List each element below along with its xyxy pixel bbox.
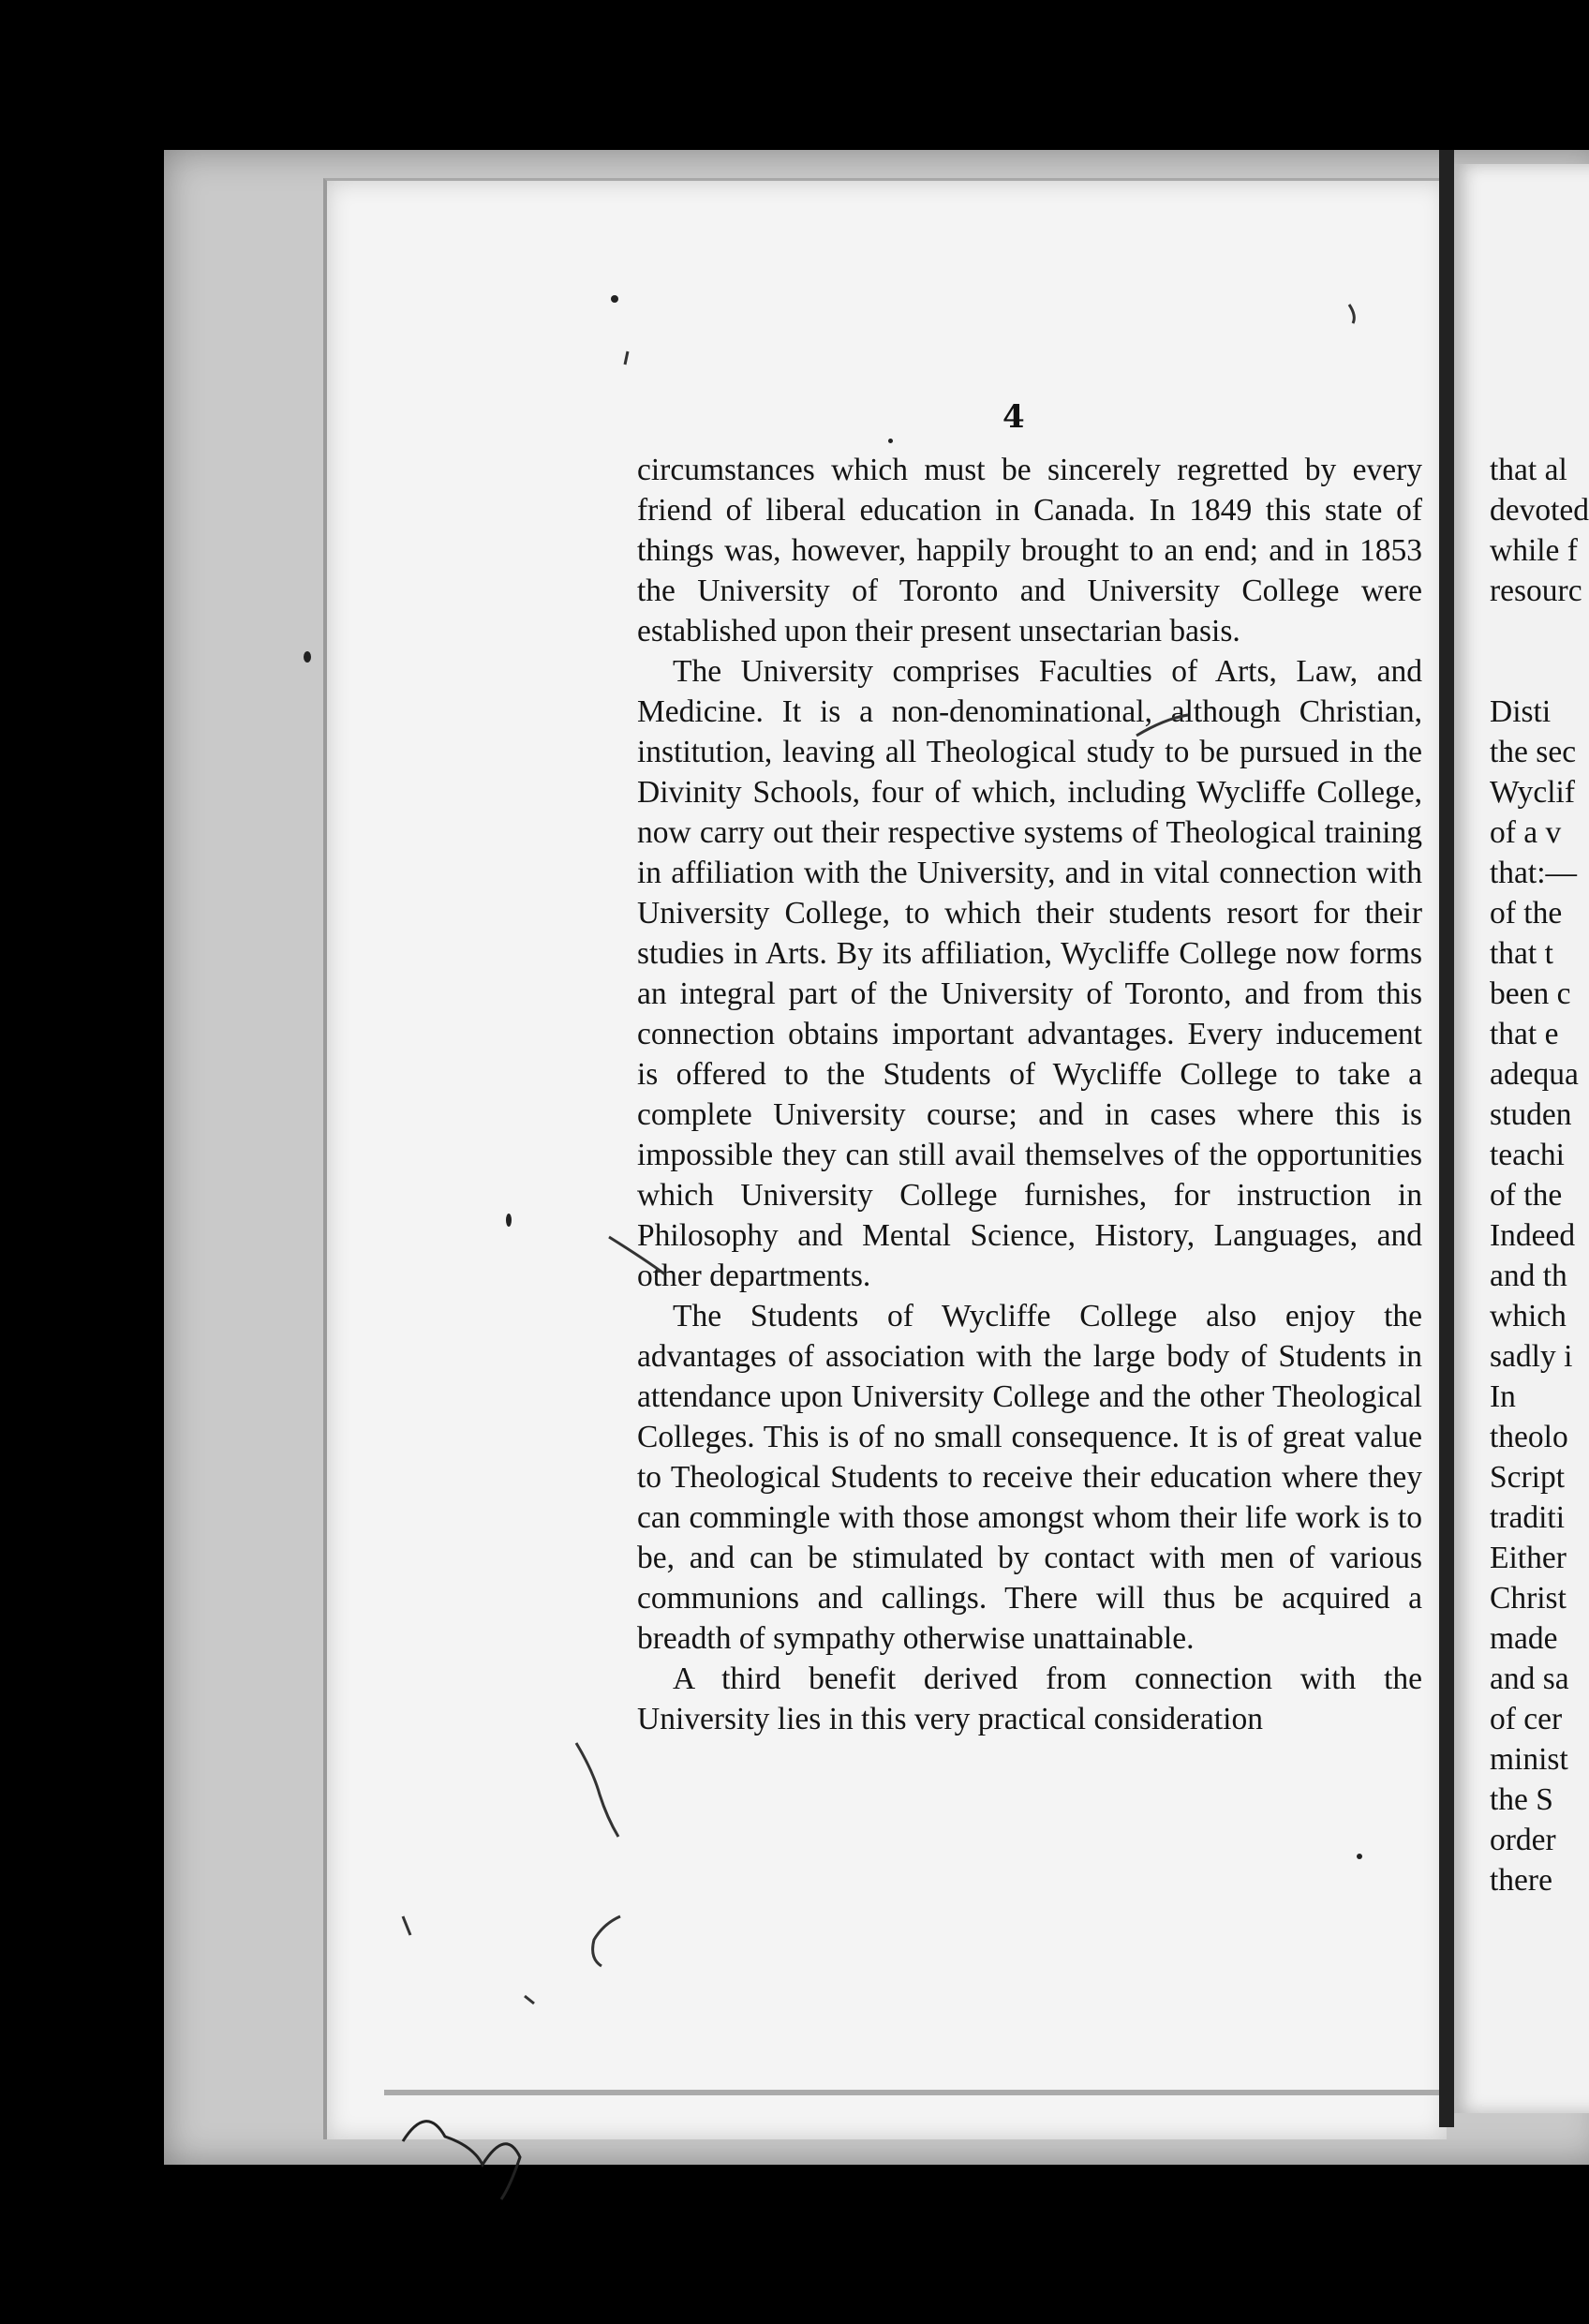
paragraph-2: The University comprises Faculties of Arts, Law, and Medicine. It is a non-denominational, although Christian, institution, leaving all Theological study to be pursued in the Divinity Schools, four of which, including Wycliffe College, now carry out their respective systems of Theological training in affiliation with the University, and in vital connection with University College, to which their students resort for their studies in Arts. By its affiliation, Wycliffe College now forms an integral part of the University of Toronto, and from this connection obtains important advantages. Every inducement is offered to the Students of Wycliffe College to take a complete University course; and in cases where this is impossible they can still avail themselves of the opportunities which University College furnishes, for instruction in Philosophy and Mental Science, History, Languages, and other departments. bbox=[637, 654, 1422, 1293]
right-line: that t bbox=[1490, 936, 1553, 971]
paragraph-4: A third benefit derived from connection with the University lies in this very practical consideration bbox=[637, 1661, 1422, 1736]
paragraph-3: The Students of Wycliffe College also enjoy the advantages of association with the large body of Students in attendance upon University College and the other Theological Colleges. This is of no small consequence. It is of great value to Theological Students to receive their education where they can commingle with those amongst whom their life work is to be, and can be stimulated by contact with men of various communions and callings. There will thus be acquired a breadth of sympathy otherwise unattainable. bbox=[637, 1299, 1422, 1656]
right-line: that:— bbox=[1490, 856, 1578, 890]
right-line: that al bbox=[1490, 453, 1567, 487]
right-line: In bbox=[1490, 1379, 1516, 1414]
right-line: Disti bbox=[1490, 694, 1552, 729]
right-line: made bbox=[1490, 1621, 1558, 1656]
right-line: studen bbox=[1490, 1097, 1572, 1132]
right-line: devoted bbox=[1490, 493, 1589, 528]
right-line: while f bbox=[1490, 533, 1578, 568]
right-line: adequa bbox=[1490, 1057, 1579, 1092]
right-line: resourc bbox=[1490, 574, 1582, 608]
right-line: Wyclif bbox=[1490, 775, 1575, 810]
right-line: and sa bbox=[1490, 1661, 1569, 1696]
right-line: Either bbox=[1490, 1541, 1567, 1575]
right-line: of the bbox=[1490, 896, 1563, 931]
right-line: Script bbox=[1490, 1460, 1566, 1495]
right-line: sadly i bbox=[1490, 1339, 1573, 1374]
right-line: the S bbox=[1490, 1782, 1553, 1817]
right-line: teachi bbox=[1490, 1138, 1565, 1172]
right-line: that e bbox=[1490, 1017, 1559, 1051]
right-line: minist bbox=[1490, 1742, 1568, 1777]
right-line: Christ bbox=[1490, 1581, 1567, 1616]
right-line: of the bbox=[1490, 1178, 1563, 1213]
right-line: of cer bbox=[1490, 1702, 1563, 1736]
right-line: which bbox=[1490, 1299, 1567, 1333]
right-line: and th bbox=[1490, 1259, 1567, 1293]
right-line: been c bbox=[1490, 976, 1571, 1011]
right-line: there bbox=[1490, 1863, 1552, 1898]
right-line: the sec bbox=[1490, 735, 1577, 769]
right-line: order bbox=[1490, 1823, 1556, 1857]
right-line: Indeed bbox=[1490, 1218, 1576, 1253]
right-line: theolo bbox=[1490, 1420, 1568, 1454]
paragraph-1: circumstances which must be sincerely regretted by every friend of liberal education in Canada. In 1849 this state of things was, however, happily brought to an end; and in 1853 the University of Toronto and University College were established upon their present unsectarian basis. bbox=[637, 453, 1422, 648]
page-number: 4 bbox=[1002, 398, 1025, 436]
right-line: of a v bbox=[1490, 815, 1562, 850]
right-line: traditi bbox=[1490, 1500, 1566, 1535]
